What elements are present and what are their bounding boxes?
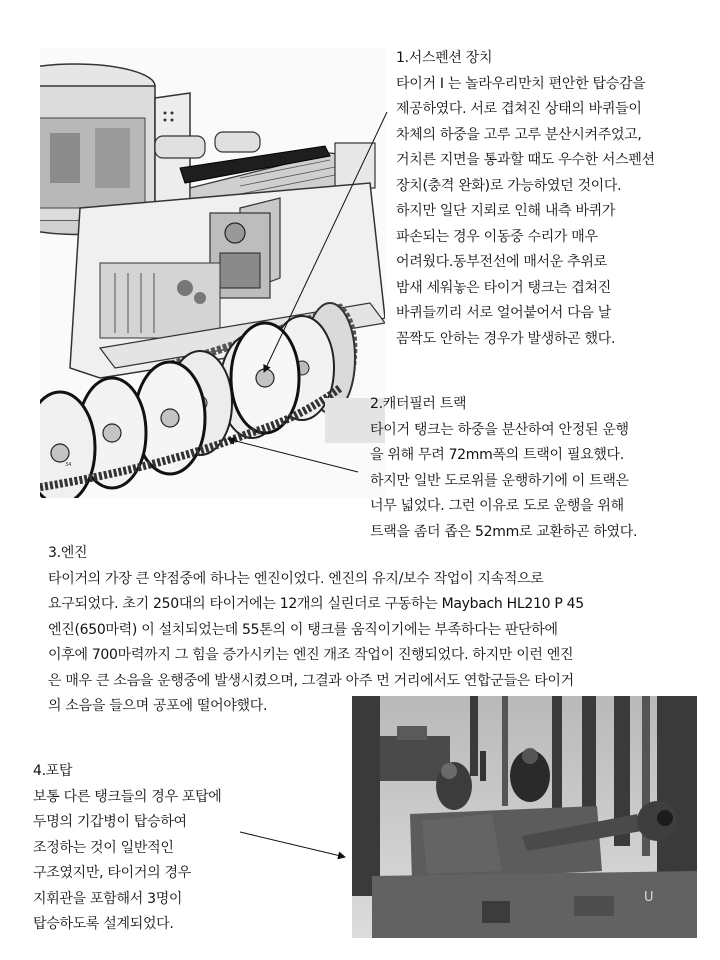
paragraph-line: 트랙을 좀더 좁은 52mm로 교환하곤 하였다. <box>370 523 638 540</box>
paragraph-line: 하지만 일반 도로위를 운행하기에 이 트랙은 <box>370 472 629 489</box>
paragraph-line: 타이거 I 는 놀라우리만치 편안한 탑승감을 <box>396 75 646 92</box>
paragraph-line: 탑승하도록 설계되었다. <box>33 916 174 932</box>
section-engine <box>48 541 584 720</box>
paragraph-line: 장치(충격 완화)로 가능하였던 것이다. <box>396 177 622 194</box>
photo-scene <box>352 696 697 938</box>
paragraph-line: 꼼짝도 안하는 경우가 발생하곤 했다. <box>396 330 616 347</box>
paragraph-line: 너무 넓었다. 그런 이유로 도로 운행을 위해 <box>370 498 624 514</box>
paragraph-line: 밤새 세워놓은 타이거 탱크는 겹쳐진 <box>396 279 611 296</box>
paragraph-line: 의 소음을 들으며 공포에 떨어야했다. <box>48 698 268 714</box>
tank-drawing <box>40 48 385 498</box>
section-heading: 1.서스펜션 장치 <box>396 50 493 66</box>
paragraph-line: 차체의 하중을 고루 고루 분산시켜주었고, <box>396 126 642 143</box>
section-heading: 3.엔진 <box>48 545 88 561</box>
paragraph-line: 어려웠다.동부전선에 매서운 추위로 <box>396 254 607 270</box>
arrow-turret-icon <box>240 832 345 857</box>
paragraph-line: 지휘관을 포함해서 3명이 <box>33 890 183 907</box>
paragraph-line: 제공하였다. 서로 겹쳐진 상태의 바퀴들이 <box>396 101 642 117</box>
section-suspension <box>396 46 655 352</box>
svg-text:U: U <box>644 890 654 905</box>
paragraph-line: 파손되는 경우 이동중 수리가 매우 <box>396 228 598 245</box>
paragraph-line: 타이거 탱크는 하중을 분산하여 안정된 운행 <box>370 421 629 438</box>
section-heading: 2.캐터필러 트랙 <box>370 396 467 412</box>
paragraph-line: 하지만 일단 지뢰로 인해 내측 바퀴가 <box>396 203 616 219</box>
paragraph-line: 바퀴들끼리 서로 얼어붙어서 다음 날 <box>396 305 611 321</box>
paragraph-line: 엔진(650마력) 이 설치되었는데 55톤의 이 탱크를 움직이기에는 부족하다는 판단하에 <box>48 621 558 638</box>
section-track <box>370 392 637 545</box>
paragraph-line: 구조였지만, 타이거의 경우 <box>33 865 191 881</box>
paragraph-line: 두명의 기갑병이 탑승하여 <box>33 814 187 830</box>
paragraph-line: 은 매우 큰 소음을 운행중에 발생시켰으며, 그결과 아주 먼 거리에서도 연합군들은 타이거 <box>48 672 574 689</box>
paragraph-line: 이후에 700마력까지 그 힘을 증가시키는 엔진 개조 작업이 진행되었다. 하지만 이런 엔진 <box>48 647 574 663</box>
tank-cutaway-illustration <box>40 48 385 498</box>
svg-text:34: 34 <box>65 462 72 468</box>
section-heading: 4.포탑 <box>33 763 73 779</box>
paragraph-line: 타이거의 가장 큰 약점중에 하나는 엔진이었다. 엔진의 유지/보수 작업이 지속적으로 <box>48 570 544 587</box>
tank-photo <box>352 696 697 938</box>
paragraph-line: 요구되었다. 초기 250대의 타이거에는 12개의 실린더로 구동하는 Maybach HL210 P 45 <box>48 596 584 612</box>
section-turret <box>33 759 222 938</box>
paragraph-line: 보통 다른 탱크들의 경우 포탑에 <box>33 788 222 805</box>
paragraph-line: 을 위해 무려 72mm폭의 트랙이 필요했다. <box>370 447 624 463</box>
paragraph-line: 조정하는 것이 일반적인 <box>33 839 174 856</box>
paragraph-line: 거치른 지면을 통과할 때도 우수한 서스펜션 <box>396 152 655 168</box>
